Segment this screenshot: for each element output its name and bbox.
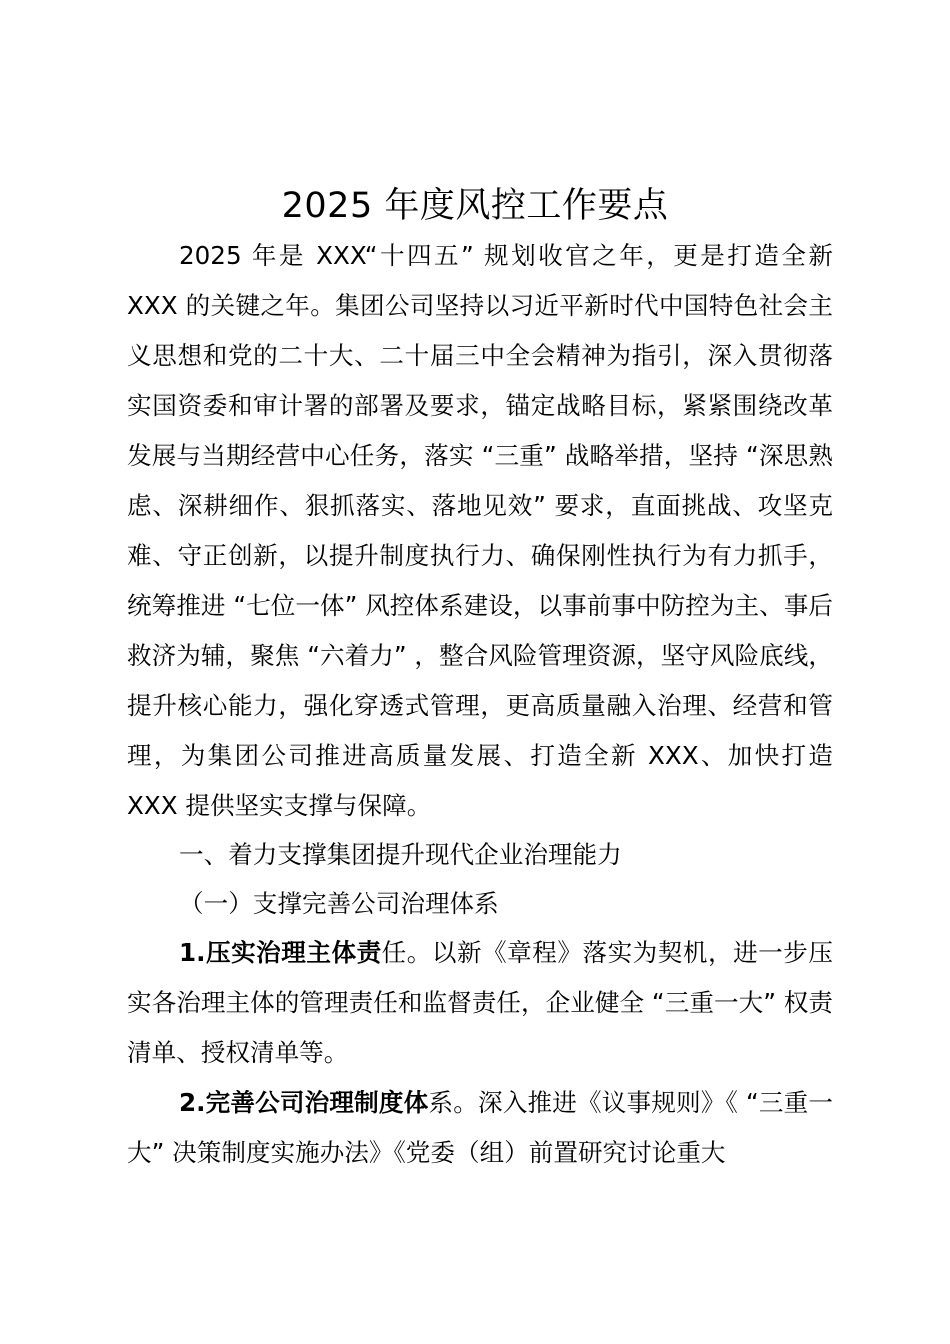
item-paragraph-2 <box>127 1078 833 1178</box>
item-1-heading: 1.压实治理主体责 <box>179 938 382 967</box>
item-2-heading: 2.完善公司治理制度体 <box>179 1088 429 1117</box>
document-title: 2025 年度风控工作要点 <box>281 186 669 226</box>
section-heading-1: 一、着力支撑集团提升现代企业治理能力 <box>179 840 622 869</box>
item-2-text: 系。深入推进《议事规则》《 “三重一大” 决策制度实施办法》《党委（组）前置研究讨论重大 <box>127 1088 833 1167</box>
intro-paragraph: 2025 年是 XXX“十四五” 规划收官之年，更是打造全新 XXX 的关键之年。集团公司坚持以习近平新时代中国特色社会主义思想和党的二十大、二十届三中全会精神为指引，深入贯彻落实国资委和审计署的部署及要求，锚定战略目标，紧紧围绕改革发展与当期经营中心任务，落实 “三重” 战略举措，坚持 “深思熟虑、深耕细作、狠抓落实、落地见效” 要求，直面挑战、攻坚克难、守正创新，以提升制度执行力、确保刚性执行为有力抓手，统筹推进 “七位一体” 风控体系建设，以事前事中防控为主、事后救济为辅，聚焦 “六着力” ，整合风险管理资源，坚守风险底线，提升核心能力，强化穿透式管理，更高质量融入治理、经营和管理，为集团公司推进高质量发展、打造全新 XXX、加快打造 XXX 提供坚实支撑与保障。 <box>127 241 833 820</box>
item-1-text: 任。以新《章程》落实为契机，进一步压实各治理主体的管理责任和监督责任，企业健全 “三重一大” 权责清单、授权清单等。 <box>127 938 833 1067</box>
subsection-heading-1: （一）支撑完善公司治理体系 <box>179 889 499 918</box>
item-paragraph-1 <box>127 928 833 1078</box>
